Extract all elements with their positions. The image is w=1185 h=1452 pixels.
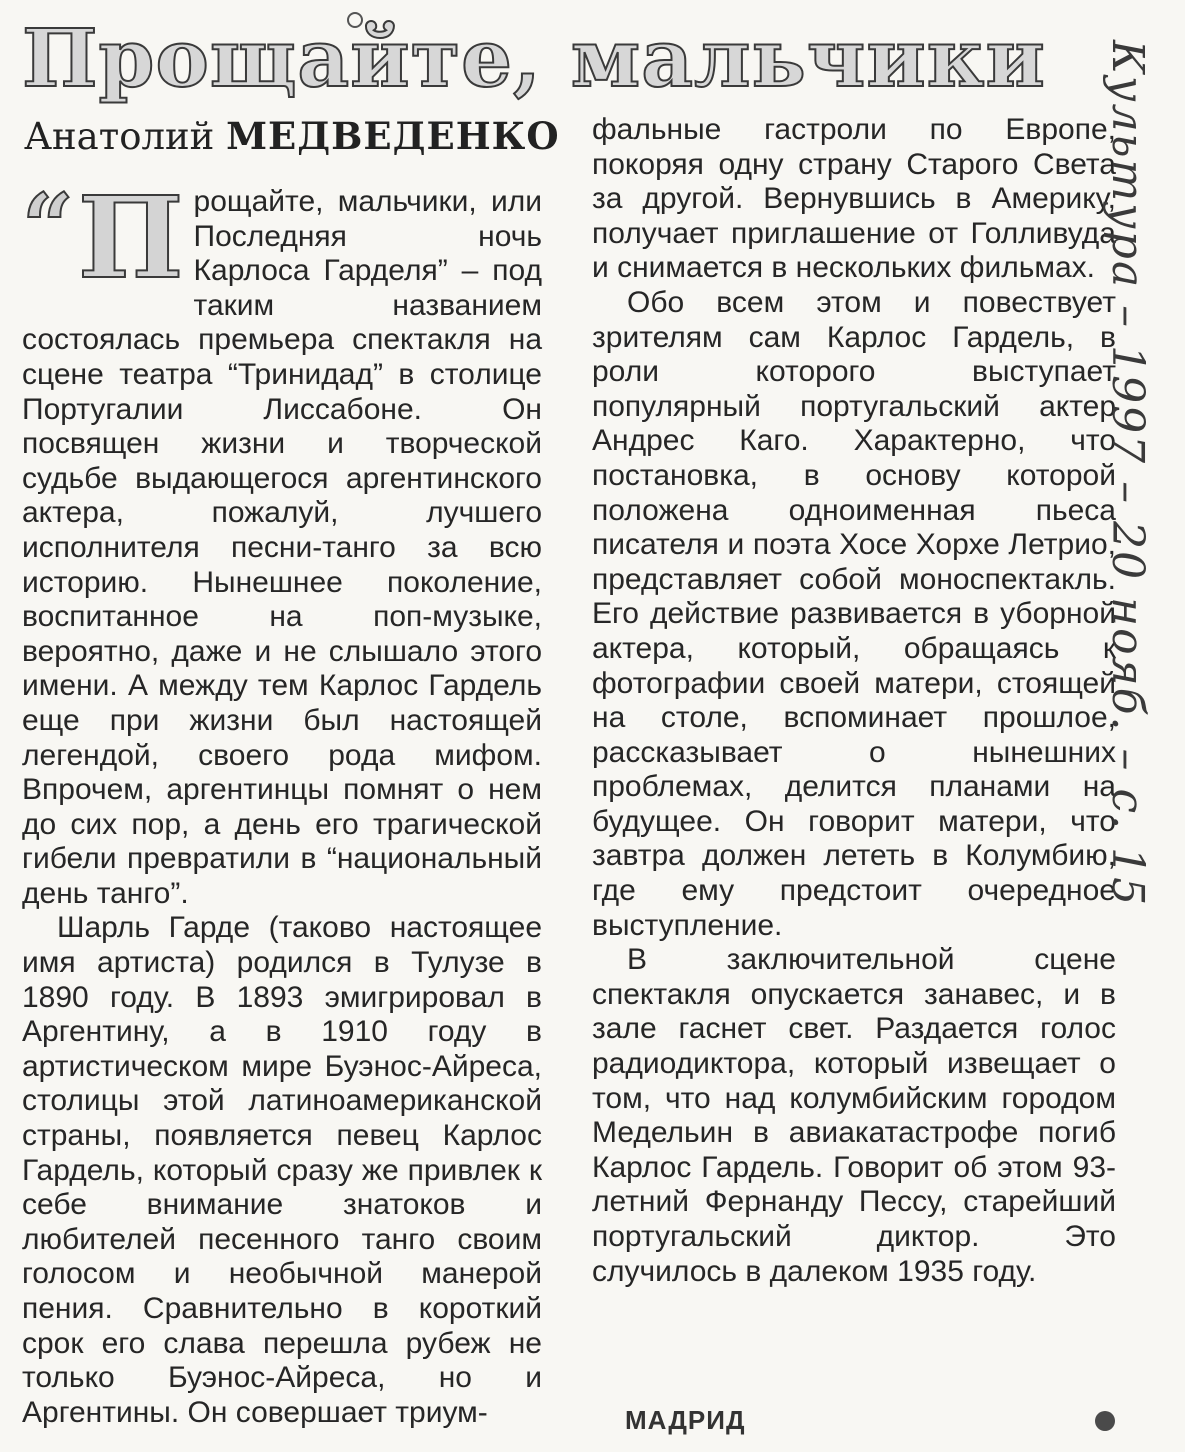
drop-cap: П — [77, 173, 184, 304]
author-first-name: Анатолий — [24, 115, 215, 158]
left-column — [22, 173, 542, 1430]
paragraph: Обо всем этом и повествует зрителям сам Карлос Гардель, в роли которого выступает популярный португальский актер Андрес Каго. Характерно, что постановка, в основу которой положена одноименная пьеса писателя и поэта Хосе Хорхе Летрио, представляет собой моноспектакль. Его действие развивается в уборной актера, который, обращаясь к фотографии своей матери, стоящей на столе, вспоминает прошлое, рассказывает о нынешних проблемах, делится планами на будущее. Он говорит матери, что завтра должен лететь в Колумбию, где ему предстоит очередное выступление. — [592, 285, 1116, 942]
dateline: МАДРИД — [625, 1405, 746, 1435]
headline: Прощайте, мальчики — [22, 11, 1046, 105]
right-column — [592, 113, 1116, 1289]
paragraph: фальные гастроли по Европе, покоряя одну страну Старого Света за другой. Вернувшись в Америку, получает приглашение от Голливуда и снимается в нескольких фильмах. — [592, 113, 1116, 285]
drop-cap-block — [22, 173, 184, 304]
paragraph: рощайте, мальчики, или Последняя ночь Карлоса Гарделя” – под таким названием состоялась премьера спектакля на сцене театра “Тринидад” в столице Португалии Лиссабоне. Он посвящен жизни и творческой судьбе выдающегося аргентинского актера, пожалуй, лучшего исполнителя песни-танго за всю историю. Нынешнее поколение, воспитанное на поп-музыке, вероятно, даже и не слышало этого имени. А между тем Карлос Гардель еще при жизни был настоящей легендой, своего рода мифом. Впрочем, аргентинцы помнят о нем до сих пор, а день его трагической гибели превратили в “национальный день танго”. — [22, 185, 542, 910]
paragraph: В заключительной сцене спектакля опускается занавес, и в зале гаснет свет. Раздается голос радиодиктора, который извещает о том, что над колумбийским городом Медельин в авиакатастрофе погиб Карлос Гардель. Говорит об этом 93-летний Фернанду Пессу, старейший португальский диктор. Это случилось в далеком 1935 году. — [592, 943, 1116, 1288]
handwritten-note: Культура – 1997 – 20 нояб. – с. 15 — [1102, 40, 1153, 908]
paragraph: Шарль Гарде (таково настоящее имя артиста) родился в Тулузе в 1890 году. В 1893 эмигрировал в Аргентину, а в 1910 году в артистическом мире Буэнос-Айреса, столицы этой латиноамериканской страны, появляется певец Карлос Гардель, который сразу же привлек к себе внимание знатоков и любителей песенного танго своим голосом и необычной манерой пения. Сравнительно в короткий срок его слава перешла рубеж не только Буэнос-Айреса, но и Аргентины. Он совершает триум- — [22, 911, 542, 1429]
end-mark-icon — [1095, 1411, 1115, 1431]
byline — [24, 112, 560, 161]
author-last-name: МЕДВЕДЕНКО — [226, 114, 560, 158]
opening-quote-mark: “ — [22, 174, 74, 280]
